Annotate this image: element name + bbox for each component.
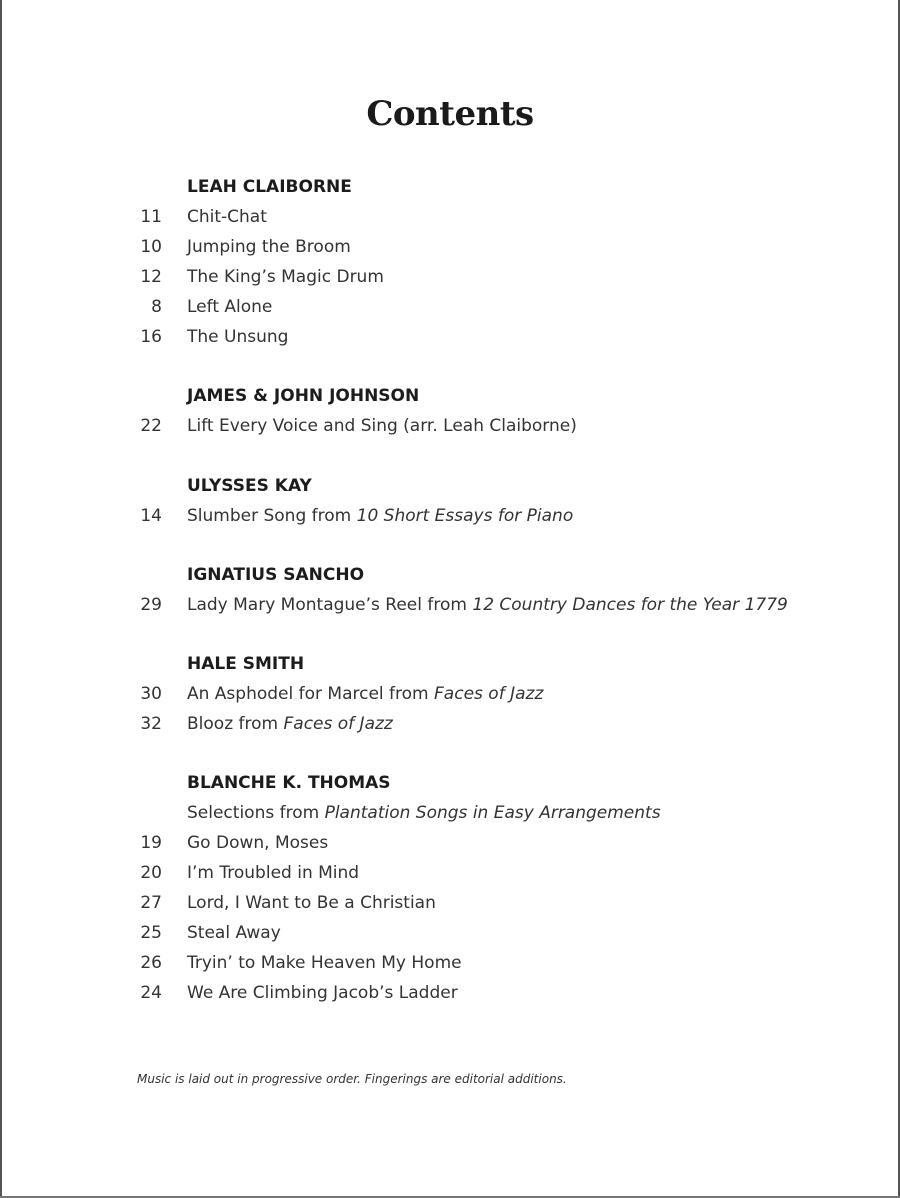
page-number: 26 — [140, 953, 162, 973]
page-number: 16 — [140, 327, 162, 347]
toc-entry[interactable] — [0, 322, 900, 352]
toc-entry[interactable] — [0, 590, 900, 620]
composer-section — [0, 471, 900, 531]
composer-name: IGNATIUS SANCHO — [187, 565, 365, 585]
toc-entry[interactable] — [0, 918, 900, 948]
piece-title: Go Down, Moses — [187, 833, 329, 853]
toc-entry[interactable] — [0, 709, 900, 739]
composer-name: BLANCHE K. THOMAS — [187, 773, 391, 793]
source-work: 10 Short Essays for Piano — [356, 506, 574, 526]
page-number: 8 — [151, 297, 162, 317]
page-number: 19 — [140, 833, 162, 853]
piece-title: Chit-Chat — [187, 207, 267, 227]
page-number: 29 — [140, 595, 162, 615]
page-number: 24 — [140, 983, 162, 1003]
toc-entry[interactable] — [0, 232, 900, 262]
piece-title: Jumping the Broom — [187, 237, 351, 257]
page-number: 20 — [140, 863, 162, 883]
page-number: 27 — [140, 893, 162, 913]
composer-name: HALE SMITH — [187, 654, 305, 674]
source-work: 12 Country Dances for the Year 1779 — [472, 595, 788, 615]
page-number: 32 — [140, 714, 162, 734]
composer-section — [0, 381, 900, 441]
piece-title: The King’s Magic Drum — [187, 267, 384, 287]
composer-section — [0, 768, 900, 1008]
composer-name: ULYSSES KAY — [187, 476, 312, 496]
composer-name: LEAH CLAIBORNE — [187, 177, 352, 197]
toc-entry[interactable] — [0, 501, 900, 531]
toc-entry[interactable] — [0, 292, 900, 322]
page-number: 25 — [140, 923, 162, 943]
toc-entry[interactable] — [0, 948, 900, 978]
piece-title: Slumber Song from 10 Short Essays for Piano — [187, 506, 574, 526]
composer-section — [0, 172, 900, 352]
piece-title: Lift Every Voice and Sing (arr. Leah Claiborne) — [187, 416, 577, 436]
composer-section — [0, 560, 900, 620]
toc-entry[interactable] — [0, 858, 900, 888]
composer-section — [0, 649, 900, 739]
page-number: 22 — [140, 416, 162, 436]
toc-entry[interactable] — [0, 978, 900, 1008]
footnote: Music is laid out in progressive order. Fingerings are editorial additions. — [137, 1072, 567, 1086]
page-number: 10 — [140, 237, 162, 257]
source-work: Plantation Songs in Easy Arrangements — [324, 803, 661, 823]
piece-title: An Asphodel for Marcel from Faces of Jazz — [187, 684, 544, 704]
page-number: 12 — [140, 267, 162, 287]
page-number: 11 — [140, 207, 162, 227]
page-number: 14 — [140, 506, 162, 526]
page-number: 30 — [140, 684, 162, 704]
piece-title: Blooz from Faces of Jazz — [187, 714, 393, 734]
page-title: Contents — [366, 94, 534, 134]
collection-subheading: Selections from Plantation Songs in Easy Arrangements — [187, 803, 661, 823]
toc-entry[interactable] — [0, 202, 900, 232]
source-work: Faces of Jazz — [283, 714, 393, 734]
toc-entry[interactable] — [0, 679, 900, 709]
piece-title: Lady Mary Montague’s Reel from 12 Country Dances for the Year 1779 — [187, 595, 788, 615]
toc-entry[interactable] — [0, 888, 900, 918]
toc-entry[interactable] — [0, 828, 900, 858]
source-work: Faces of Jazz — [434, 684, 544, 704]
piece-title: The Unsung — [187, 327, 289, 347]
composer-name: JAMES & JOHN JOHNSON — [187, 386, 420, 406]
piece-title: Left Alone — [187, 297, 273, 317]
piece-title: Tryin’ to Make Heaven My Home — [187, 953, 462, 973]
toc-entry[interactable] — [0, 262, 900, 292]
piece-title: We Are Climbing Jacob’s Ladder — [187, 983, 458, 1003]
piece-title: Lord, I Want to Be a Christian — [187, 893, 436, 913]
piece-title: Steal Away — [187, 923, 281, 943]
piece-title: I’m Troubled in Mind — [187, 863, 360, 883]
toc-entry[interactable] — [0, 411, 900, 441]
